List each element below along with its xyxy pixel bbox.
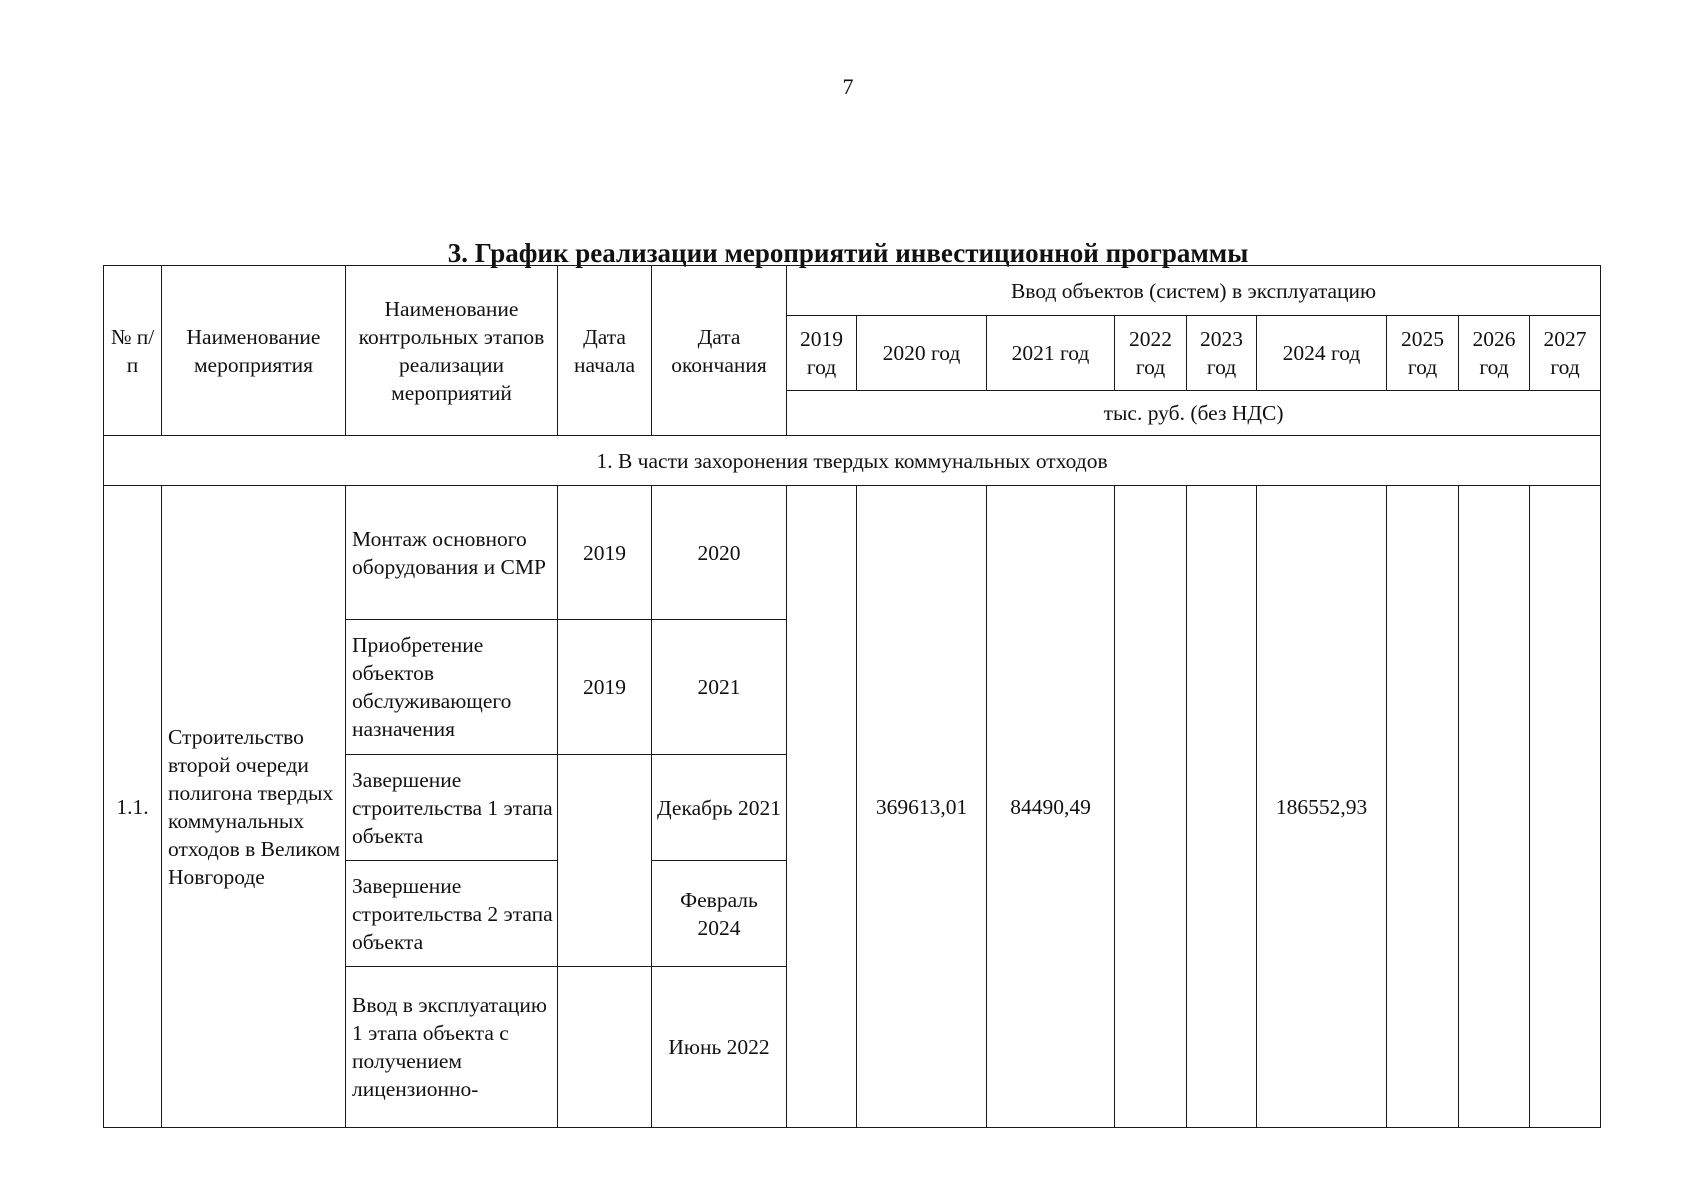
header-year-2026: 2026 год	[1459, 316, 1530, 391]
stage-name: Завершение строительства 2 этапа объекта	[346, 861, 558, 967]
header-end-date: Дата окончания	[652, 266, 787, 436]
stage-start-date: 2019	[558, 620, 652, 755]
header-num: № п/п	[104, 266, 162, 436]
stage-start-date: 2019	[558, 486, 652, 620]
value-2027	[1530, 486, 1601, 1128]
stage-name: Завершение строительства 1 этапа объекта	[346, 755, 558, 861]
value-2023	[1187, 486, 1257, 1128]
value-2022	[1115, 486, 1187, 1128]
stage-end-date: Декабрь 2021	[652, 755, 787, 861]
stage-end-date: 2021	[652, 620, 787, 755]
header-start-date: Дата начала	[558, 266, 652, 436]
header-activity: Наименование мероприятия	[162, 266, 346, 436]
stage-start-date	[558, 967, 652, 1128]
header-year-2023: 2023 год	[1187, 316, 1257, 391]
row-number: 1.1.	[104, 486, 162, 1128]
header-unit: тыс. руб. (без НДС)	[787, 391, 1601, 436]
header-year-2020: 2020 год	[857, 316, 987, 391]
table-row	[104, 486, 1601, 620]
stage-end-date: 2020	[652, 486, 787, 620]
header-year-2027: 2027 год	[1530, 316, 1601, 391]
section-row	[104, 436, 1601, 486]
stage-end-date: Июнь 2022	[652, 967, 787, 1128]
stage-name: Монтаж основного оборудования и СМР	[346, 486, 558, 620]
header-stages: Наименование контрольных этапов реализации мероприятий	[346, 266, 558, 436]
value-2020: 369613,01	[857, 486, 987, 1128]
page-title: 3. График реализации мероприятий инвестиционной программы	[447, 238, 1249, 268]
header-year-2021: 2021 год	[987, 316, 1115, 391]
value-2026	[1459, 486, 1530, 1128]
value-2025	[1387, 486, 1459, 1128]
header-year-2022: 2022 год	[1115, 316, 1187, 391]
stage-start-date	[558, 755, 652, 967]
header-year-2024: 2024 год	[1257, 316, 1387, 391]
header-year-2025: 2025 год	[1387, 316, 1459, 391]
stage-name: Приобретение объектов обслуживающего назначения	[346, 620, 558, 755]
value-2019	[787, 486, 857, 1128]
value-2024: 186552,93	[1257, 486, 1387, 1128]
stage-end-date: Февраль 2024	[652, 861, 787, 967]
header-commissioning: Ввод объектов (систем) в эксплуатацию	[787, 266, 1601, 316]
stage-name: Ввод в эксплуатацию 1 этапа объекта с получением лицензионно-	[346, 967, 558, 1128]
activity-name: Строительство второй очереди полигона твердых коммунальных отходов в Великом Новгороде	[162, 486, 346, 1128]
section-title: 1. В части захоронения твердых коммунальных отходов	[104, 436, 1601, 486]
value-2021: 84490,49	[987, 486, 1115, 1128]
page-number: 7	[842, 74, 854, 99]
schedule-table	[103, 265, 1601, 1128]
header-row-1	[104, 266, 1601, 316]
header-year-2019: 2019 год	[787, 316, 857, 391]
